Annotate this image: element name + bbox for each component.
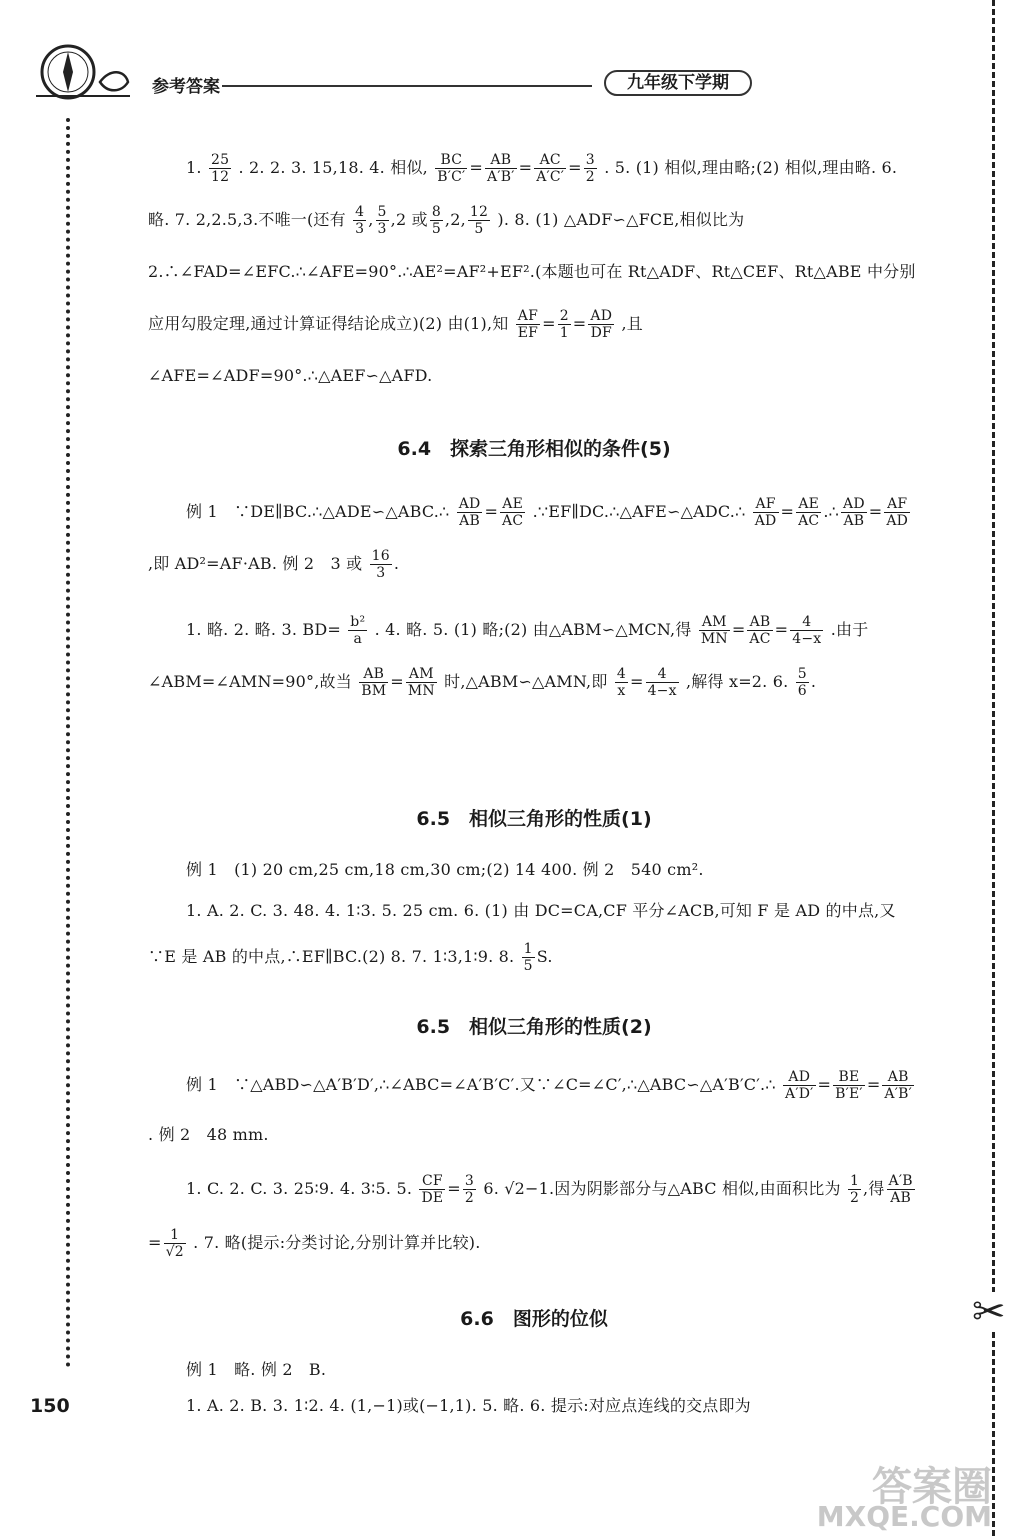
frac-den: DF bbox=[590, 325, 612, 341]
frac-num: AD bbox=[590, 308, 613, 324]
fraction bbox=[783, 1069, 816, 1102]
fraction bbox=[848, 1173, 861, 1206]
frac-num: 2 bbox=[559, 308, 569, 324]
grade-badge: 九年级下学期 bbox=[604, 70, 752, 96]
frac-den: AB bbox=[890, 1190, 912, 1206]
frac-den: 12 bbox=[210, 169, 230, 185]
fraction bbox=[753, 496, 779, 529]
frac-num: 4 bbox=[616, 666, 626, 682]
fraction bbox=[406, 666, 437, 699]
answers-block-3 bbox=[148, 888, 918, 980]
frac-den: A′B′ bbox=[487, 169, 515, 185]
fraction bbox=[516, 308, 540, 341]
text: . 4. 略. 5. (1) 略;(2) 由△ABM∽△MCN,得 bbox=[374, 620, 692, 639]
answers-block-1 bbox=[148, 142, 918, 402]
frac-num: 8 bbox=[431, 204, 441, 220]
fraction bbox=[419, 1173, 445, 1206]
frac-num: 4 bbox=[790, 614, 823, 631]
frac-den: A′C′ bbox=[536, 169, 565, 185]
fraction bbox=[558, 308, 571, 341]
fraction bbox=[209, 152, 231, 185]
frac-den: 5 bbox=[431, 221, 441, 237]
fraction bbox=[615, 666, 628, 699]
text: 6. √2−1.因为阴影部分与△ABC 相似,由面积比为 bbox=[483, 1179, 841, 1198]
frac-den: 3 bbox=[377, 221, 387, 237]
equals: = bbox=[447, 1179, 461, 1198]
frac-num: AB bbox=[747, 614, 772, 631]
frac-num: AE bbox=[500, 496, 525, 513]
frac-den: MN bbox=[407, 683, 435, 699]
frac-den: A′D′ bbox=[785, 1086, 814, 1102]
frac-num: AM bbox=[406, 666, 437, 683]
fraction bbox=[522, 941, 535, 974]
equals: = bbox=[542, 314, 556, 333]
text: 1. 略. 2. 略. 3. BD= bbox=[186, 620, 341, 639]
text: .由于∠ABM=∠AMN=90°,故当 bbox=[148, 620, 869, 691]
answers-block-2 bbox=[148, 604, 918, 708]
text: . bbox=[393, 554, 400, 573]
text: 时,△ABM∽△AMN,即 bbox=[444, 672, 608, 691]
frac-num: 1 bbox=[849, 1173, 860, 1189]
equals: = bbox=[780, 502, 795, 521]
text: 1. bbox=[186, 158, 202, 177]
fraction bbox=[376, 204, 389, 237]
example-line: 例 1 (1) 20 cm,25 cm,18 cm,30 cm;(2) 14 400. 例 2 540 cm². bbox=[186, 860, 704, 879]
text: , bbox=[368, 210, 374, 229]
text: S. bbox=[536, 947, 553, 966]
fraction bbox=[359, 666, 388, 699]
section-title: 6.6 图形的位似 bbox=[460, 1308, 608, 1330]
frac-den: 3 bbox=[355, 221, 365, 237]
fraction bbox=[796, 666, 809, 699]
frac-num: AD bbox=[458, 496, 481, 512]
frac-den: B′E′ bbox=[835, 1086, 863, 1102]
frac-num: b² bbox=[350, 614, 366, 630]
fraction bbox=[884, 496, 910, 529]
example-block bbox=[148, 1060, 918, 1160]
fraction bbox=[646, 666, 679, 699]
text: 例 1 ∵DE∥BC.∴△ADE∽△ABC.∴ bbox=[186, 502, 450, 521]
frac-num: AF bbox=[516, 308, 540, 325]
text: . 2. 2. 3. 15,18. 4. 相似, bbox=[238, 158, 428, 177]
text: ,得 bbox=[863, 1179, 885, 1198]
text: . 5. (1) 相似,理由略;(2) 相似,理由略. 6. 略. 7. 2,2.5,3.不唯一(还有 bbox=[148, 158, 898, 229]
frac-num: AE bbox=[796, 496, 821, 513]
frac-num: AB bbox=[359, 666, 388, 683]
fraction bbox=[588, 308, 614, 341]
frac-num: 1 bbox=[523, 941, 533, 957]
fraction bbox=[747, 614, 772, 647]
frac-den: A′B′ bbox=[884, 1086, 912, 1102]
frac-den: a bbox=[353, 631, 363, 647]
frac-num: AD bbox=[843, 496, 865, 512]
frac-num: 5 bbox=[377, 204, 387, 220]
frac-num: AB bbox=[882, 1069, 914, 1086]
section-title: 6.4 探索三角形相似的条件(5) bbox=[397, 438, 671, 460]
frac-num: 3 bbox=[464, 1173, 475, 1189]
watermark-logo: 答案圈 bbox=[872, 1464, 992, 1510]
text: 1. C. 2. C. 3. 25∶9. 4. 3∶5. 5. bbox=[186, 1179, 413, 1198]
fraction bbox=[841, 496, 867, 529]
frac-den: 6 bbox=[797, 683, 807, 699]
frac-num: 5 bbox=[797, 666, 807, 682]
frac-den: 2 bbox=[585, 169, 595, 185]
frac-den: 1 bbox=[559, 325, 569, 341]
frac-den: 2 bbox=[464, 1190, 475, 1206]
equals: = bbox=[817, 1075, 832, 1094]
fraction bbox=[435, 152, 467, 185]
frac-den: 4−x bbox=[647, 683, 677, 699]
frac-den: DE bbox=[421, 1190, 444, 1206]
frac-den: 2 bbox=[849, 1190, 860, 1206]
watermark-url: MXQE.COM bbox=[816, 1500, 992, 1533]
fraction bbox=[699, 614, 730, 647]
fraction bbox=[348, 614, 367, 647]
fraction bbox=[584, 152, 597, 185]
text: 1. A. 2. C. 3. 48. 4. 1∶3. 5. 25 cm. 6. (1) 由 DC=CA,CF 平分∠ACB,可知 F 是 AD 的中点,又∵E 是 AB 的中点,∴EF∥BC.(2) 8. 7. 1∶3,1∶9. 8. bbox=[148, 901, 896, 966]
frac-den: AC bbox=[798, 513, 820, 529]
frac-den: AB bbox=[843, 513, 865, 529]
fraction bbox=[882, 1069, 914, 1102]
equals: = bbox=[774, 620, 789, 639]
frac-den: AD bbox=[886, 513, 909, 529]
text: ,且∠AFE=∠ADF=90°.∴△AEF∽△AFD. bbox=[148, 314, 643, 385]
fraction bbox=[500, 496, 525, 529]
text: ,2, bbox=[444, 210, 466, 229]
text: 例 1 ∵△ABD∽△A′B′D′,∴∠ABC=∠A′B′C′.又∵∠C=∠C′,∴△ABC∽△A′B′C′.∴ bbox=[186, 1075, 776, 1094]
example-line: 例 1 略. 例 2 B. bbox=[186, 1360, 327, 1379]
frac-den: 4−x bbox=[792, 631, 822, 647]
header-divider bbox=[222, 85, 592, 87]
page-number: 150 bbox=[30, 1395, 70, 1417]
text: ,即 AD²=AF·AB. 例 2 3 或 bbox=[148, 554, 363, 573]
frac-num: 4 bbox=[646, 666, 679, 683]
frac-den: AC bbox=[749, 631, 771, 647]
answers-line: 1. A. 2. B. 3. 1∶2. 4. (1,−1)或(−1,1). 5. 略. 6. 提示:对应点连线的交点即为 bbox=[186, 1396, 751, 1415]
fraction bbox=[164, 1227, 186, 1260]
text: .∵EF∥DC.∴△AFE∽△ADC.∴ bbox=[532, 502, 746, 521]
fraction bbox=[887, 1173, 915, 1206]
header-title: 参考答案 bbox=[152, 77, 220, 97]
binding-dotted-line bbox=[66, 118, 70, 1368]
text: ,解得 x=2. 6. bbox=[686, 672, 789, 691]
equals: = bbox=[731, 620, 746, 639]
frac-den: 3 bbox=[376, 565, 386, 581]
text: .∴ bbox=[823, 502, 840, 521]
frac-den: B′C′ bbox=[437, 169, 466, 185]
frac-num: AF bbox=[884, 496, 910, 513]
frac-num: 1 bbox=[164, 1227, 186, 1244]
equals: = bbox=[568, 158, 582, 177]
frac-num: AC bbox=[534, 152, 566, 169]
equals: = bbox=[629, 672, 644, 691]
section-title: 6.5 相似三角形的性质(2) bbox=[416, 1016, 652, 1038]
equals: = bbox=[866, 1075, 881, 1094]
frac-den: AD bbox=[754, 513, 777, 529]
fraction bbox=[790, 614, 823, 647]
frac-num: 16 bbox=[371, 548, 390, 564]
frac-num: 4 bbox=[355, 204, 365, 220]
frac-num: 12 bbox=[469, 204, 489, 220]
frac-num: A′B bbox=[888, 1173, 913, 1189]
fraction bbox=[833, 1069, 865, 1102]
frac-den: BM bbox=[361, 683, 387, 699]
frac-num: 25 bbox=[210, 152, 230, 168]
frac-den: 5 bbox=[523, 958, 533, 974]
frac-num: AF bbox=[753, 496, 779, 513]
text: . bbox=[810, 672, 817, 691]
equals: = bbox=[572, 314, 587, 333]
frac-num: CF bbox=[419, 1173, 445, 1190]
text: . 7. 略(提示:分类讨论,分别计算并比较). bbox=[193, 1233, 481, 1252]
frac-den: 5 bbox=[474, 221, 484, 237]
section-title: 6.5 相似三角形的性质(1) bbox=[416, 808, 652, 830]
example-block bbox=[148, 486, 918, 590]
fraction bbox=[485, 152, 517, 185]
fraction bbox=[457, 496, 483, 529]
frac-den: AB bbox=[459, 513, 480, 529]
equals: = bbox=[518, 158, 533, 177]
fraction bbox=[463, 1173, 476, 1206]
text: ,2 或 bbox=[390, 210, 428, 229]
text: . 例 2 48 mm. bbox=[148, 1125, 269, 1144]
frac-num: 3 bbox=[585, 152, 595, 168]
frac-num: AM bbox=[699, 614, 730, 631]
equals: = bbox=[484, 502, 499, 521]
answers-block-4 bbox=[148, 1162, 918, 1270]
frac-num: BC bbox=[435, 152, 467, 169]
frac-den: EF bbox=[517, 325, 539, 341]
equals: = bbox=[148, 1233, 162, 1252]
scissors-icon: ✂ bbox=[972, 1289, 1006, 1335]
equals: = bbox=[469, 158, 484, 177]
fraction bbox=[370, 548, 392, 581]
frac-num: BE bbox=[833, 1069, 865, 1086]
fraction bbox=[534, 152, 566, 185]
frac-num: AB bbox=[485, 152, 517, 169]
fraction bbox=[353, 204, 366, 237]
equals: = bbox=[868, 502, 883, 521]
text: ). 8. (1) △ADF∽△FCE,相似比为 2.∴∠FAD=∠EFC.∴∠AFE=90°.∴AE²=AF²+EF².(本题也可在 Rt△ADF、Rt△CEF、Rt△ABE 中分别应用勾股定理,通过计算证得结论成立)(2) 由(1),知 bbox=[148, 210, 916, 333]
fraction bbox=[468, 204, 490, 237]
frac-den: √2 bbox=[165, 1244, 184, 1260]
frac-den: AC bbox=[502, 513, 524, 529]
equals: = bbox=[390, 672, 404, 691]
frac-num: AD bbox=[783, 1069, 816, 1086]
fraction bbox=[796, 496, 821, 529]
frac-den: MN bbox=[700, 631, 728, 647]
compass-logo-icon bbox=[30, 38, 140, 108]
fraction bbox=[430, 204, 443, 237]
frac-den: x bbox=[617, 683, 626, 699]
